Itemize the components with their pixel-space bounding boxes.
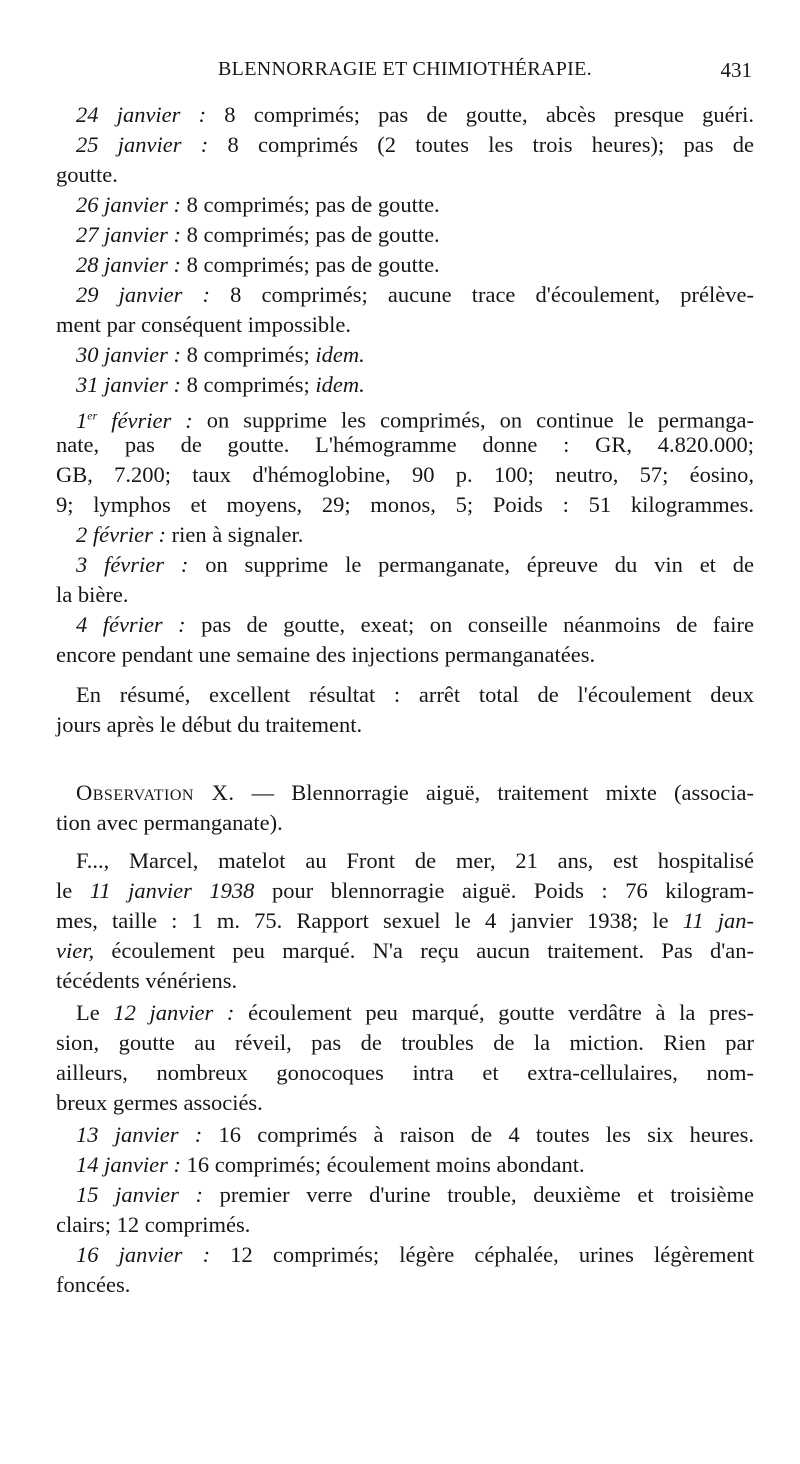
page-header xyxy=(56,58,754,92)
text-line: jours après le début du traitement. xyxy=(56,712,363,737)
text-line: 4 février : pas de goutte, exeat; on conseille néanmoins de faire xyxy=(76,612,754,637)
entry-date: 28 janvier : xyxy=(76,252,181,277)
entry-date: 25 janvier : xyxy=(76,132,209,157)
text-line: Le 12 janvier : écoulement peu marqué, goutte verdâtre à la pres- xyxy=(76,1000,755,1025)
entry-date: 13 janvier : xyxy=(76,1122,203,1147)
text-line: 29 janvier : 8 comprimés; aucune trace d'écoulement, prélève- xyxy=(76,282,755,307)
text-line: 2 février : rien à signaler. xyxy=(76,522,304,547)
observation-heading: Observation X. — Blennorragie aiguë, traitement mixte (associa- xyxy=(76,780,754,805)
text-line: ment par conséquent impossible. xyxy=(56,312,351,337)
text-line: 9; lymphos et moyens, 29; monos, 5; Poids : 51 kilogrammes. xyxy=(56,492,754,517)
text-line: 26 janvier : 8 comprimés; pas de goutte. xyxy=(76,192,440,217)
entry-date: 4 février : xyxy=(76,612,186,637)
text-line: 13 janvier : 16 comprimés à raison de 4 toutes les six heures. xyxy=(76,1122,754,1147)
text-line: breux germes associés. xyxy=(56,1090,263,1115)
observation-label: Observation X. xyxy=(76,780,235,805)
text-line: 28 janvier : 8 comprimés; pas de goutte. xyxy=(76,252,440,277)
entry-date: 27 janvier : xyxy=(76,222,181,247)
text-line: 31 janvier : 8 comprimés; idem. xyxy=(76,372,365,397)
entry-date: 14 janvier : xyxy=(76,1152,181,1177)
text-line: foncées. xyxy=(56,1272,131,1297)
text-line: F..., Marcel, matelot au Front de mer, 21 ans, est hospitalisé xyxy=(76,848,754,873)
text-line: encore pendant une semaine des injections permanganatées. xyxy=(56,642,596,667)
entry-date: 16 janvier : xyxy=(76,1242,211,1267)
text-line: 16 janvier : 12 comprimés; légère céphalée, urines légèrement xyxy=(76,1242,754,1267)
text-line: nate, pas de goutte. L'hémogramme donne : GR, 4.820.000; xyxy=(56,432,754,457)
entry-date: 11 jan- xyxy=(682,908,755,933)
text-line: 14 janvier : 16 comprimés; écoulement moins abondant. xyxy=(76,1152,585,1177)
text-line: sion, goutte au réveil, pas de troubles de la miction. Rien par xyxy=(56,1030,754,1055)
entry-date: 26 janvier : xyxy=(76,192,181,217)
text-line: 15 janvier : premier verre d'urine trouble, deuxième et troisième xyxy=(76,1182,754,1207)
text-line: En résumé, excellent résultat : arrêt total de l'écoulement deux xyxy=(76,682,754,707)
text-line: clairs; 12 comprimés. xyxy=(56,1212,251,1237)
running-title: BLENNORRAGIE ET CHIMIOTHÉRAPIE. xyxy=(218,58,592,80)
entry-date: 31 janvier : xyxy=(76,372,181,397)
text-line: 27 janvier : 8 comprimés; pas de goutte. xyxy=(76,222,440,247)
entry-date: 24 janvier : xyxy=(76,102,207,127)
entry-date: 2 février : xyxy=(76,522,166,547)
entry-date: vier, xyxy=(56,938,95,963)
text-line: ailleurs, nombreux gonocoques intra et extra-cellulaires, nom- xyxy=(56,1060,754,1085)
text-line: 24 janvier : 8 comprimés; pas de goutte, abcès presque guéri. xyxy=(76,102,754,127)
entry-date: 1er février : xyxy=(76,407,193,433)
text-line: 1er février : on supprime les comprimés, on continue le permanga- xyxy=(76,407,755,433)
text-line: tion avec permanganate). xyxy=(56,810,283,835)
text-line: goutte. xyxy=(56,162,118,187)
entry-date: 30 janvier : xyxy=(76,342,181,367)
entry-date: 3 février : xyxy=(76,552,189,577)
entry-date: 11 janvier 1938 xyxy=(89,878,255,903)
text-line: 25 janvier : 8 comprimés (2 toutes les trois heures); pas de xyxy=(76,132,754,157)
text-line: la bière. xyxy=(56,582,129,607)
text-line: le 11 janvier 1938 pour blennorragie aiguë. Poids : 76 kilogram- xyxy=(56,878,754,903)
page-number: 431 xyxy=(720,58,752,82)
text-line: vier, écoulement peu marqué. N'a reçu aucun traitement. Pas d'an- xyxy=(56,938,754,963)
text-line: 3 février : on supprime le permanganate, épreuve du vin et de xyxy=(76,552,754,577)
entry-date: 15 janvier : xyxy=(76,1182,204,1207)
text-line: mes, taille : 1 m. 75. Rapport sexuel le 4 janvier 1938; le 11 jan- xyxy=(56,908,755,933)
entry-date: 29 janvier : xyxy=(76,282,210,307)
entry-date: 12 janvier : xyxy=(113,1000,235,1025)
text-line: 30 janvier : 8 comprimés; idem. xyxy=(76,342,365,367)
text-line: técédents vénériens. xyxy=(56,968,238,993)
text-line: GB, 7.200; taux d'hémoglobine, 90 p. 100; neutro, 57; éosino, xyxy=(56,462,754,487)
